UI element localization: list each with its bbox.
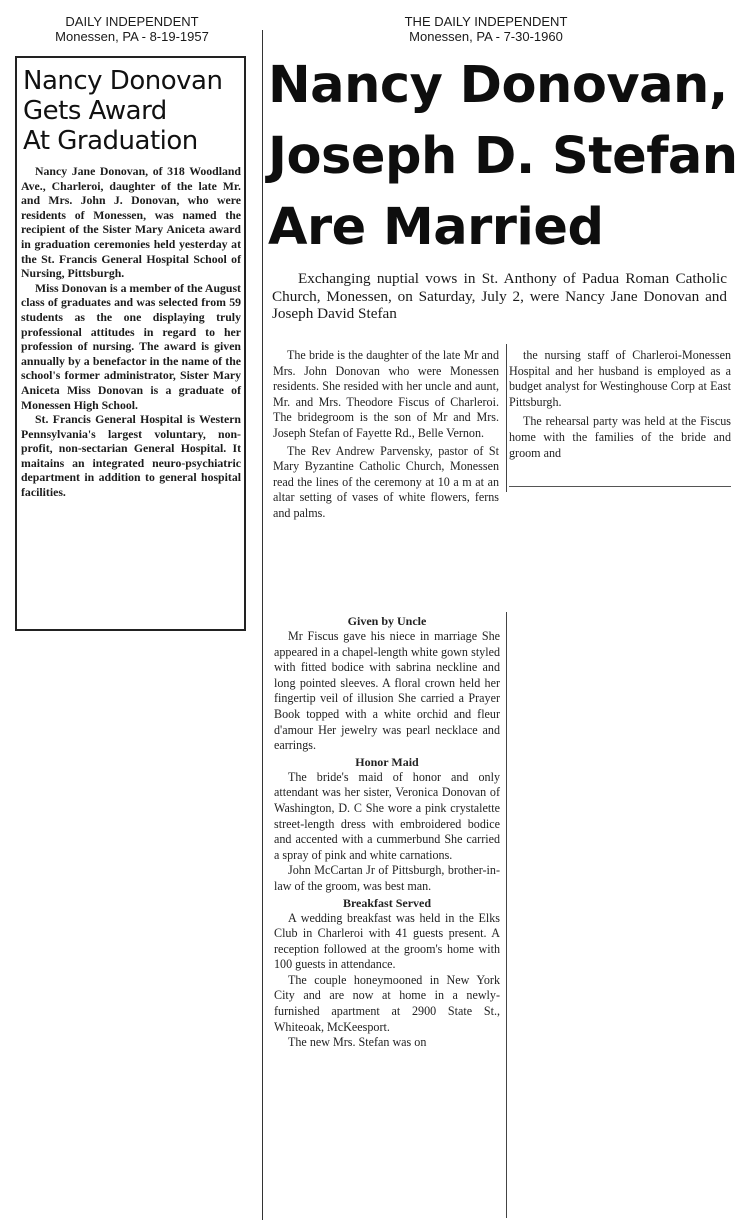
- clipping-1960-article: [268, 50, 738, 263]
- article-1960-paragraph: The Rev Andrew Parvensky, pastor of St Mary Byzantine Catholic Church, Monessen read the lines of the ceremony at 10 a m at an altar setting of vases of white flowers, ferns and palms.: [273, 443, 499, 520]
- article-1960-paragraph: The bride is the daughter of the late Mr and Mrs. John Donovan who were Monessen residents. She resided with her uncle and aunt, Mr. and Mrs. Theodore Fiscus of Charleroi. The bridegroom is the son of Mr and Mrs. Joseph Stefan of Fayette Rd., Belle Vernon.: [273, 348, 499, 440]
- article-1960-paragraph: the nursing staff of Charleroi-Monessen Hospital and her husband is employed as a budget analyst for Westinghouse Corp at East Pittsburgh.: [509, 348, 731, 409]
- article-1960-paragraph: John McCartan Jr of Pittsburgh, brother-in-law of the groom, was best man.: [274, 863, 500, 893]
- article-1960-paragraph: The rehearsal party was held at the Fiscus home with the families of the bride and groom and: [509, 414, 731, 460]
- subhead-honor-maid: Honor Maid: [355, 754, 419, 769]
- article-1960-column-2: [274, 613, 500, 1051]
- headline-1960-line-2: Joseph D. Stefan: [268, 127, 738, 186]
- headline-1957: [23, 66, 241, 156]
- caption-1960-dateline: Monessen, PA - 7-30-1960: [409, 29, 563, 44]
- article-1960-column-1: [273, 348, 499, 522]
- article-1960-paragraph: Mr Fiscus gave his niece in marriage She appeared in a chapel-length white gown styled with fitted bodice with sabrina neckline and long pointed sleeves. A floral crown held her fingertip veil of illusion She carried a Prayer Book topped with a white orchid and fleur d'amour Her jewelry was pearl necklace and earrings.: [274, 629, 500, 753]
- subhead-given-by-uncle: Given by Uncle: [347, 614, 427, 628]
- headline-1960: [268, 50, 738, 263]
- column-end-rule: [509, 486, 731, 487]
- article-1960-paragraph: The new Mrs. Stefan was on: [288, 1035, 427, 1050]
- headline-1960-line-1: Nancy Donovan,: [268, 56, 728, 115]
- caption-1957-dateline: Monessen, PA - 8-19-1957: [55, 29, 209, 44]
- caption-1960: [370, 14, 602, 44]
- column-rule: [506, 344, 507, 492]
- subhead-breakfast-served: Breakfast Served: [342, 895, 432, 910]
- article-1960-paragraph: The bride's maid of honor and only attendant was her sister, Veronica Donovan of Washington, D. C She wore a pink crystalette street-length dress with embroidered bodice and accented with a cummerbund She carried a spray of pink and white carnations.: [274, 769, 500, 862]
- page-divider: [262, 30, 263, 1220]
- headline-1957-line-2: Gets Award: [23, 96, 167, 126]
- article-1960-deck: Exchanging nuptial vows in St. Anthony of Padua Roman Catholic Church, Monessen, on Saturday, July 2, were Nancy Jane Donovan and Joseph David Stefan: [272, 270, 727, 322]
- caption-1957-paper: DAILY INDEPENDENT: [65, 14, 199, 29]
- article-1957-paragraph: Miss Donovan is a member of the August class of graduates and was selected from 59 students as the one displaying truly professional attitudes in regard to her profession of nursing. The award is given annually by a benefactor in the name of the school's former administrator, Sister Mary Aniceta Miss Donovan is a graduate of Monessen High School.: [21, 280, 241, 412]
- headline-1957-line-3: At Graduation: [23, 126, 198, 156]
- article-1960-column-3: [509, 348, 731, 461]
- headline-1960-line-3: Are Married: [268, 198, 604, 257]
- headline-1957-line-1: Nancy Donovan: [23, 66, 223, 96]
- caption-1960-paper: THE DAILY INDEPENDENT: [404, 14, 568, 29]
- article-1957-paragraph: Nancy Jane Donovan, of 318 Woodland Ave., Charleroi, daughter of the late Mr. and Mrs. John J. Donovan, who were residents of Monessen, was named the recipient of the Sister Mary Aniceta award in graduation ceremonies held yesterday at the St. Francis General Hospital School of Nursing, Pittsburgh.: [21, 164, 241, 281]
- column-rule: [506, 612, 507, 1218]
- article-1960-paragraph: A wedding breakfast was held in the Elks Club in Charleroi with 41 guests present. A reception followed at the groom's home with 100 guests in attendance.: [274, 910, 500, 972]
- clipping-1957-article: [15, 56, 246, 631]
- article-1960-paragraph: The couple honeymooned in New York City and are now at home in a newly-furnished apartment at 2900 State St., Whiteoak, McKeesport.: [274, 972, 500, 1034]
- article-1957-paragraph: St. Francis General Hospital is Western Pennsylvania's largest voluntary, non-profit, non-sectarian General Hospital. It maitains an integrated neuro-psychiatric department in addition to general hospital facilities.: [21, 412, 241, 500]
- caption-1957: [16, 14, 248, 44]
